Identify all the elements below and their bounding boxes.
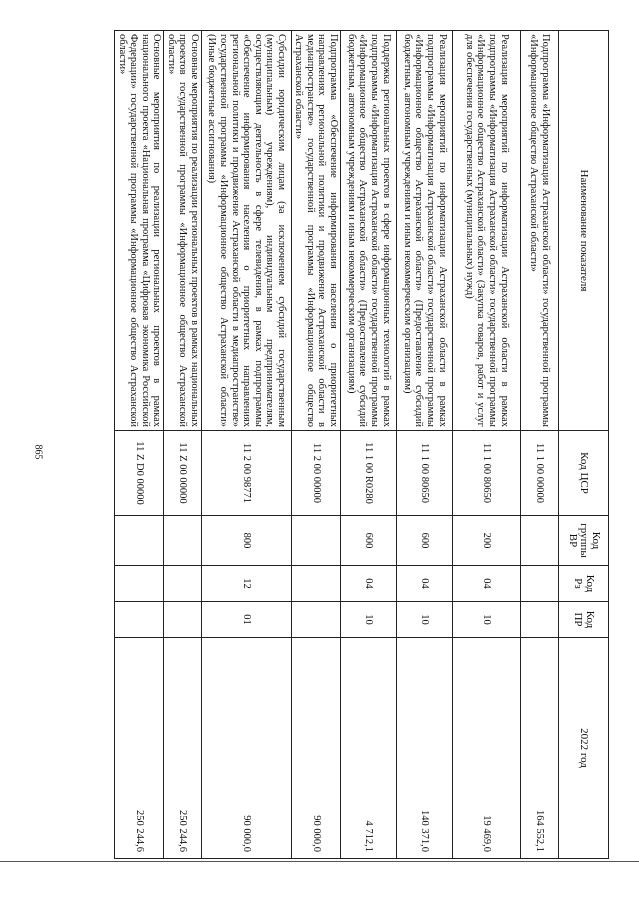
header-pr: Код ПР: [559, 602, 609, 638]
row-vr: 200: [453, 516, 521, 566]
row-name: Основные мероприятия по реализации региональных проектов в рамках национального проекта «Национальная программа «Цифровая экономика Российской Федерации» государственной программы «Информационное общество Астраханской области»: [114, 31, 163, 431]
row-vr: [291, 516, 340, 566]
row-csr: 11 1 00 80650: [397, 431, 453, 516]
table-row: [341, 31, 397, 859]
row-value: 140 371,0: [397, 638, 453, 859]
row-csr: 11 1 00 00000: [521, 431, 559, 516]
row-pr: 10: [341, 602, 397, 638]
page-number: 865: [32, 444, 44, 460]
row-vr: [164, 516, 202, 566]
row-rz: 04: [341, 566, 397, 602]
table-row: [521, 31, 559, 859]
row-name: Основные мероприятия по реализации региональных проектов в рамках национальных проектов государственной программы «Информационное общество Астраханской области»: [164, 31, 202, 431]
row-csr: 11 1 00 R0280: [341, 431, 397, 516]
row-vr: 600: [341, 516, 397, 566]
row-vr: [114, 516, 163, 566]
row-csr: 11 Z 00 00000: [164, 431, 202, 516]
row-pr: [114, 602, 163, 638]
row-pr: 10: [397, 602, 453, 638]
row-vr: 800: [201, 516, 291, 566]
row-pr: [291, 602, 340, 638]
row-rz: [164, 566, 202, 602]
row-vr: [521, 516, 559, 566]
table-row: [397, 31, 453, 859]
row-rz: 04: [453, 566, 521, 602]
row-name: Подпрограмма «Информатизация Астраханской области» государственной программы «Информационное общество Астраханской области»: [521, 31, 559, 431]
row-value: 90 000,0: [291, 638, 340, 859]
rotated-table-container: [116, 30, 609, 859]
row-pr: [521, 602, 559, 638]
row-value: 250 244,6: [114, 638, 163, 859]
header-vr: Код группы ВР: [559, 516, 609, 566]
row-rz: 12: [201, 566, 291, 602]
row-csr: 11 1 00 80650: [453, 431, 521, 516]
row-name: Субсидии юридическим лицам (за исключением субсидий государственным (муниципальным) учреждениям), индивидуальным предпринимателям, осуществляющим деятельность в сфере телевидения, в рамках подпрограммы «Обеспечение информирования населения о приоритетных направлениях региональной политики и продвижение Астраханской области в медиапространстве» государственной программы «Информационное общество Астраханской области» (Иные бюджетные ассигнования): [201, 31, 291, 431]
table-row: [291, 31, 340, 859]
table-row: [453, 31, 521, 859]
row-pr: 01: [201, 602, 291, 638]
row-vr: 600: [397, 516, 453, 566]
row-rz: 04: [397, 566, 453, 602]
header-row: [559, 31, 609, 859]
row-rz: [114, 566, 163, 602]
row-value: 90 000,0: [201, 638, 291, 859]
row-csr: 11 2 00 00000: [291, 431, 340, 516]
budget-table: [114, 30, 609, 859]
row-value: 19 469,0: [453, 638, 521, 859]
header-year: 2022 год: [559, 638, 609, 859]
row-csr: 11 2 00 98771: [201, 431, 291, 516]
table-row: [201, 31, 291, 859]
header-csr: Код ЦСР: [559, 431, 609, 516]
table-row: [164, 31, 202, 859]
row-csr: 11 Z D0 00000: [114, 431, 163, 516]
footer-divider: [0, 861, 639, 862]
row-value: 164 552,1: [521, 638, 559, 859]
row-rz: [291, 566, 340, 602]
row-pr: [164, 602, 202, 638]
row-value: 4 712,1: [341, 638, 397, 859]
row-name: Поддержка региональных проектов в сфере информационных технологий в рамках подпрограммы «Информатизация Астраханской области» государственной программы «Информационное общество Астраханской области» (Предоставление субсидий бюджетным, автономным учреждениям и иным некоммерческим организациям): [341, 31, 397, 431]
header-name: Наименование показателя: [559, 31, 609, 431]
row-name: Реализация мероприятий по информатизации Астраханской области в рамках подпрограммы «Информатизация Астраханской области» государственной программы «Информационное общество Астраханской области» (Предоставление субсидий бюджетным, автономным учреждениям и иным некоммерческим организациям): [397, 31, 453, 431]
row-rz: [521, 566, 559, 602]
row-name: Реализация мероприятий по информатизации Астраханской области в рамках подпрограммы «Информатизация Астраханской области» государственной программы «Информационное общество Астраханской области» (Закупка товаров, работ и услуг для обеспечения государственных (муниципальных) нужд): [453, 31, 521, 431]
row-value: 250 244,6: [164, 638, 202, 859]
header-rz: Код Рз: [559, 566, 609, 602]
row-name: Подпрограмма «Обеспечение информирования населения о приоритетных направлениях региональной политики и продвижение Астраханской области в медиапространстве» государственной программы «Информационное общество Астраханской области»: [291, 31, 340, 431]
row-pr: 10: [453, 602, 521, 638]
table-row: [114, 31, 163, 859]
